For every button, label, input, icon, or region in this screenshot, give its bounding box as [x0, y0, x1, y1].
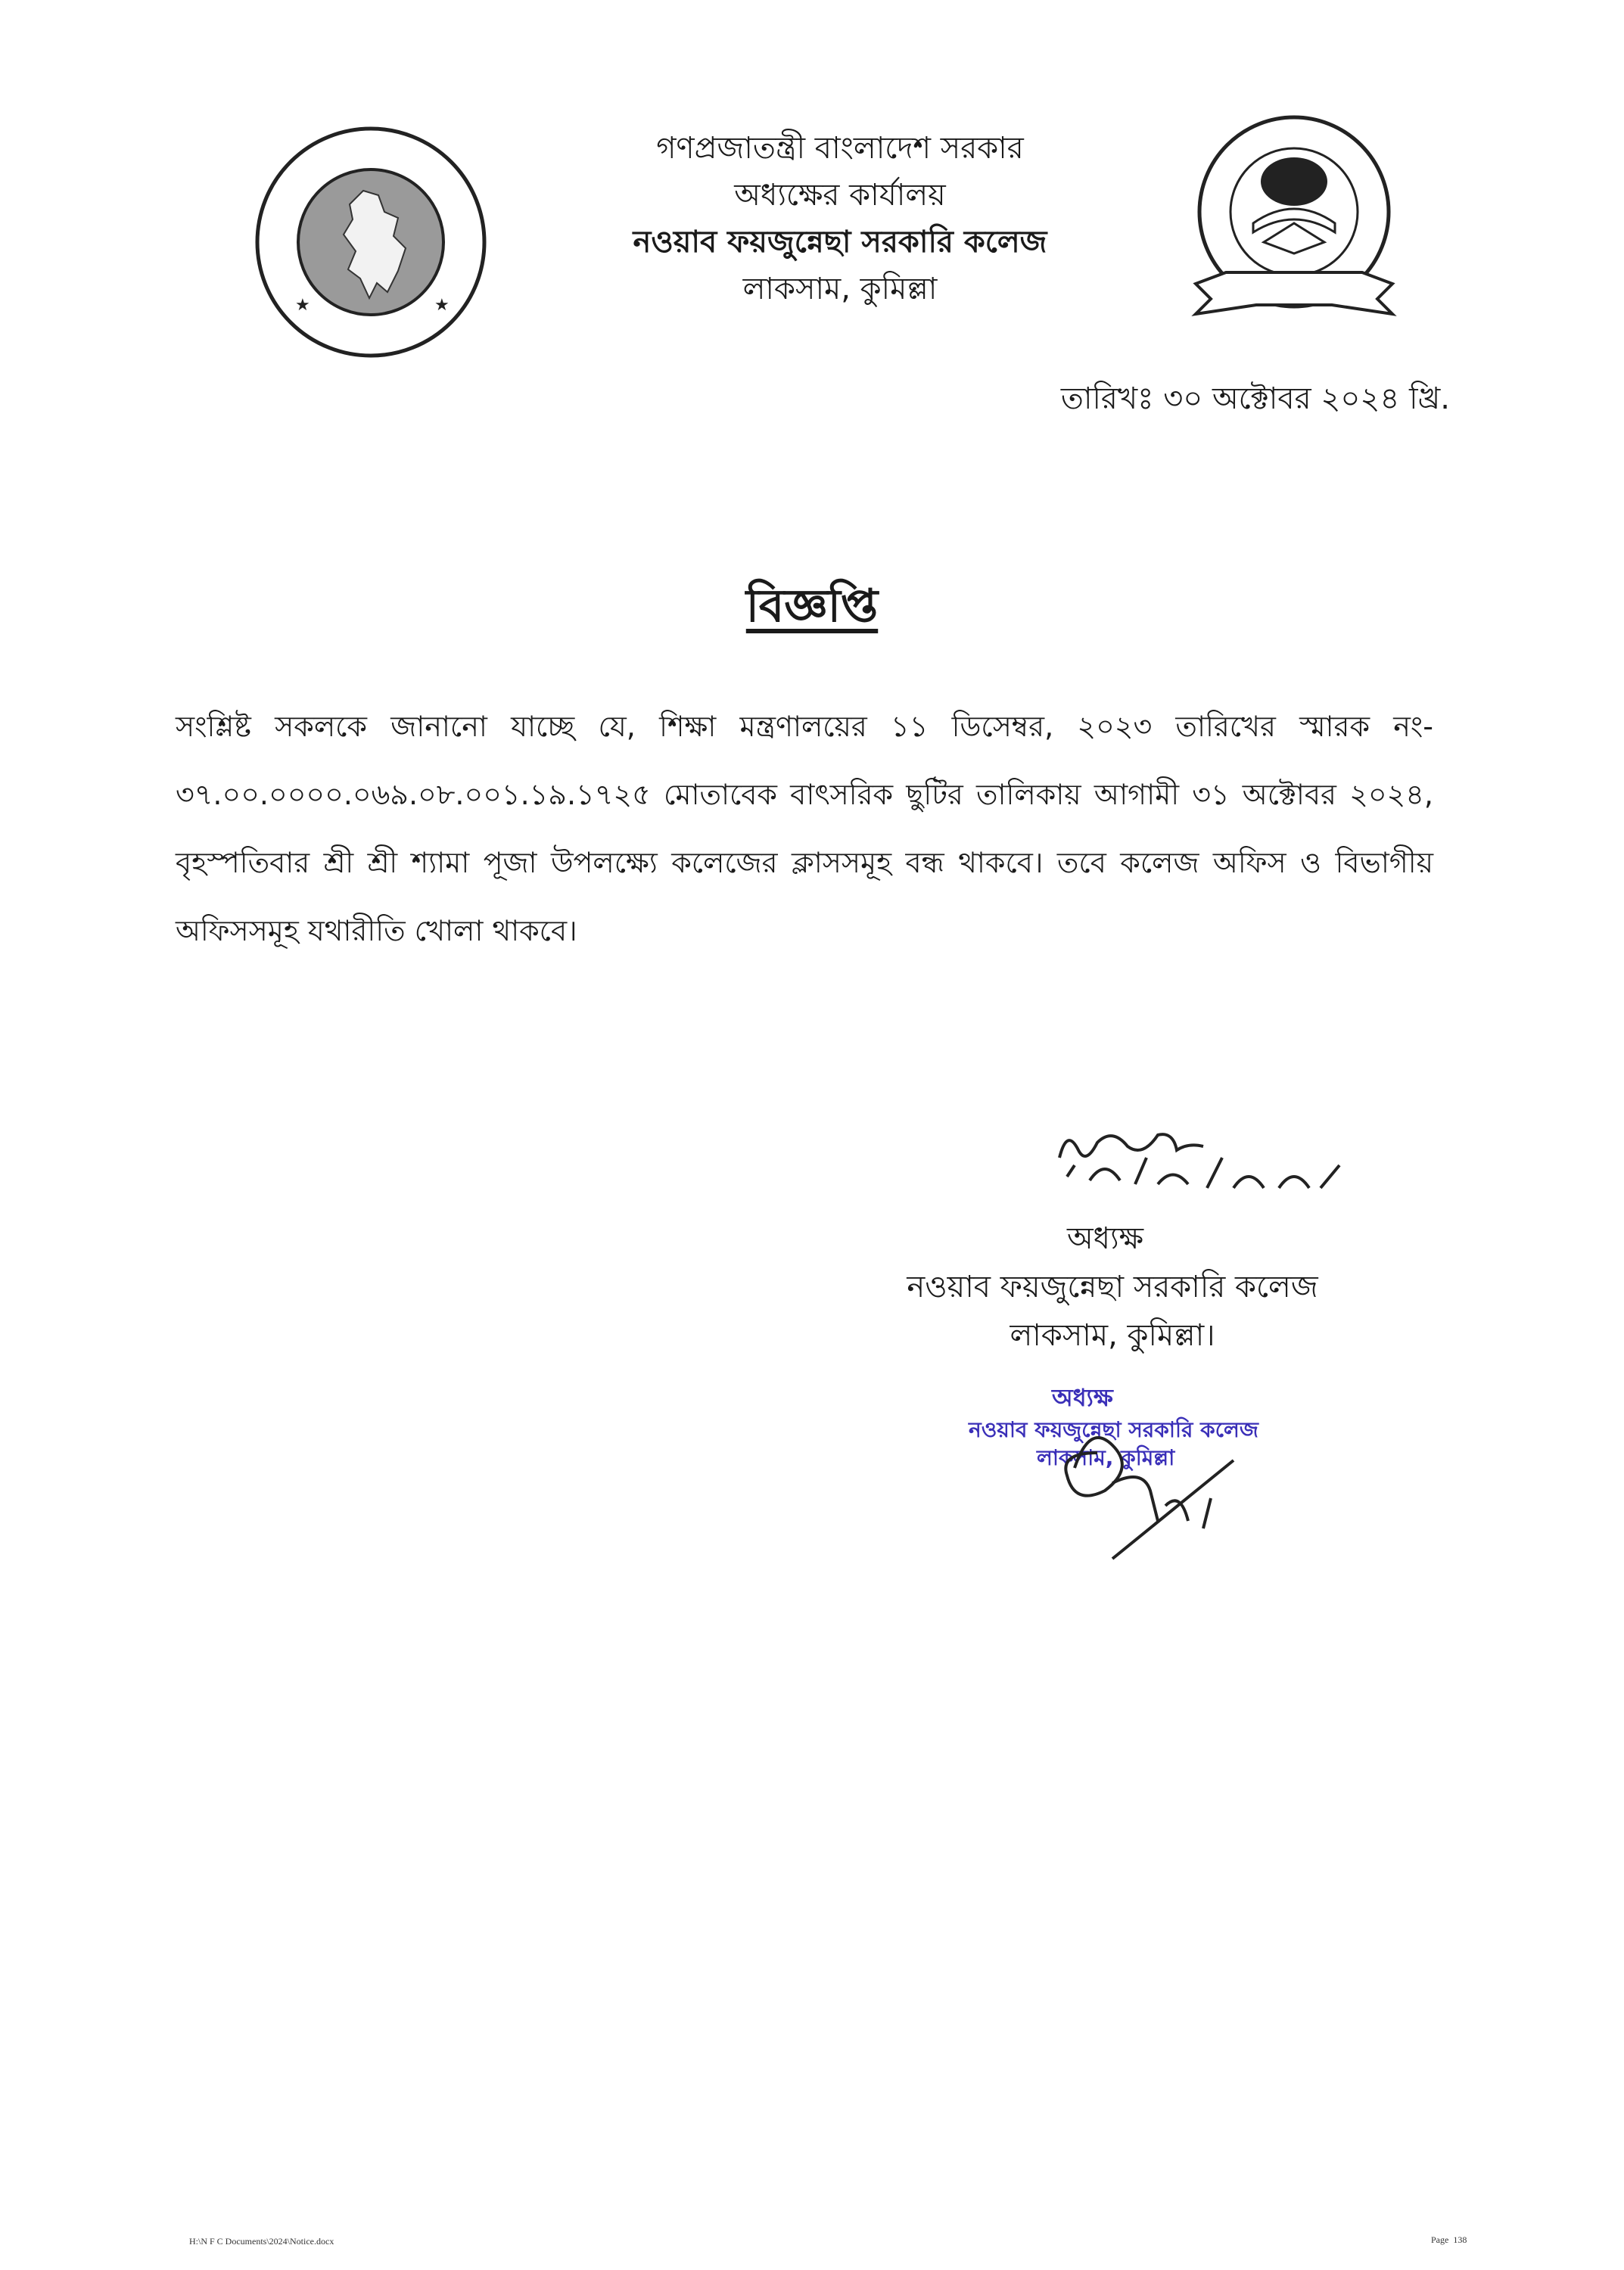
college-name: নওয়াব ফয়জুন্নেছা সরকারি কলেজ	[633, 225, 1047, 260]
footer-file-path: H:\N F C Documents\2024\Notice.docx	[189, 2236, 334, 2247]
government-name: গণপ্রজাতন্ত্রী বাংলাদেশ সরকার	[656, 131, 1024, 166]
signature-block	[848, 1214, 1377, 1360]
government-seal	[250, 121, 492, 363]
stamp-signature	[961, 1377, 1279, 1574]
signatory-location: লাকসাম, কুমিল্লা।	[1010, 1318, 1215, 1353]
stamp-title: অধ্যক্ষ	[1052, 1383, 1113, 1412]
notice-title-text: বিজ্ঞপ্তি	[745, 580, 879, 633]
notice-title	[0, 571, 1624, 647]
svg-text:★: ★	[434, 296, 450, 315]
stamp-college: নওয়াব ফয়জুন্নেছা সরকারি কলেজ	[969, 1417, 1258, 1442]
college-logo	[1181, 110, 1408, 325]
signatory-designation: অধ্যক্ষ	[1067, 1221, 1144, 1256]
svg-text:★: ★	[295, 296, 310, 315]
stamp-location: লাকসাম, কুমিল্লা	[1037, 1445, 1175, 1470]
letterhead	[492, 125, 1188, 313]
footer-page	[1426, 2234, 1467, 2246]
notice-body: সংশ্লিষ্ট সকলকে জানানো যাচ্ছে যে, শিক্ষা মন্ত্রণালয়ের ১১ ডিসেম্বর, ২০২৩ তারিখের স্মারক নং- ৩৭.০০.০০০০.০৬৯.০৮.০০১.১৯.১৭২৫ মোতাবেক বাৎসরিক ছুটির তালিকায় আগামী ৩১ অক্টোবর ২০২৪, বৃহস্পতিবার শ্রী শ্রী শ্যামা পূজা উপলক্ষ্যে কলেজের ক্লাসসমূহ বন্ধ থাকবে। তবে কলেজ অফিস ও বিভাগীয় অফিসসমূহ যথারীতি খোলা থাকবে।	[176, 710, 1433, 947]
notice-date: তারিখঃ ৩০ অক্টোবর ২০২৪ খ্রি.	[1060, 381, 1450, 416]
signatory-college: নওয়াব ফয়জুন্নেছা সরকারি কলেজ	[907, 1270, 1318, 1304]
office-name: অধ্যক্ষের কার্যালয়	[734, 178, 946, 213]
college-location: লাকসাম, কুমিল্লা	[742, 272, 938, 306]
page-number: 138	[1453, 2234, 1467, 2245]
page-label: Page	[1431, 2234, 1449, 2245]
